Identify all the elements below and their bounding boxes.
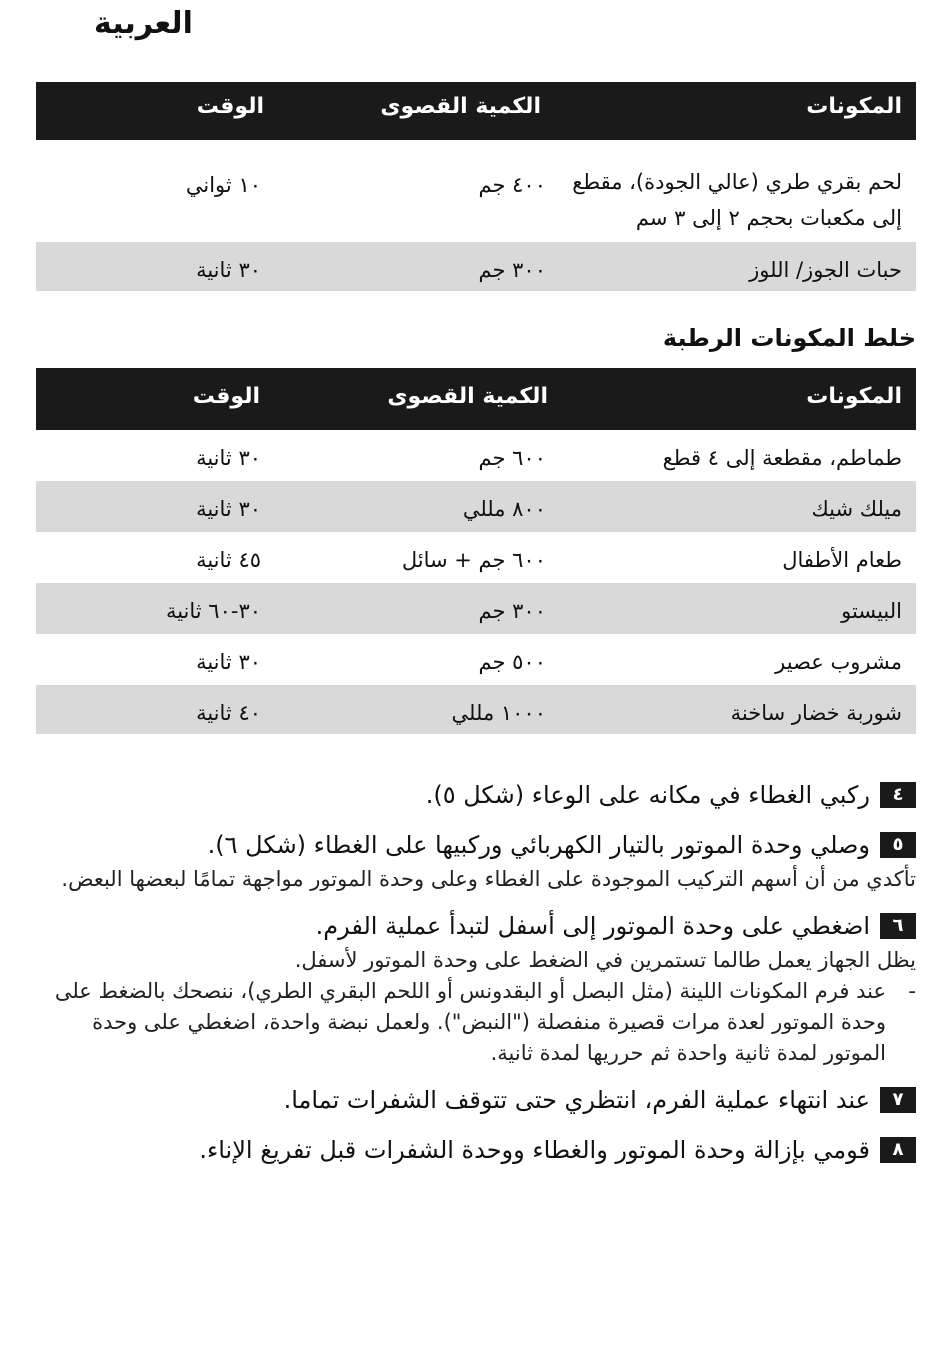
step-4 <box>34 776 916 814</box>
cell-ingredient: طماطم، مقطعة إلى ٤ قطع <box>662 446 902 470</box>
cell-time: ٣٠ ثانية <box>196 497 261 521</box>
cell-ingredient: حبات الجوز/ اللوز <box>749 258 902 282</box>
step-5 <box>34 826 916 895</box>
step-number-badge: ٥ <box>880 832 916 858</box>
table-row <box>36 430 916 481</box>
cell-quantity: ٨٠٠ مللي <box>462 497 546 521</box>
step-title: ركبي الغطاء في مكانه على الوعاء (شكل ٥). <box>425 781 870 809</box>
cell-ingredient <box>572 164 902 236</box>
ingredients-table-chopping <box>36 82 916 291</box>
step-number-badge: ٦ <box>880 913 916 939</box>
cell-time: ٣٠ ثانية <box>196 650 261 674</box>
instruction-steps <box>34 776 916 1169</box>
step-bullet <box>34 976 916 1069</box>
bullet-dash: - <box>908 979 916 1003</box>
cell-quantity: ٦٠٠ جم <box>478 446 546 470</box>
table-row <box>36 685 916 734</box>
table-row <box>36 634 916 685</box>
cell-time: ٤٠ ثانية <box>196 701 261 725</box>
header-max-quantity: الكمية القصوى <box>387 384 548 409</box>
header-time: الوقت <box>196 94 264 119</box>
table-header <box>36 368 916 430</box>
cell-quantity: ٣٠٠ جم <box>478 258 546 282</box>
step-note: تأكدي من أن أسهم التركيب الموجودة على الغطاء وعلى وحدة الموتور مواجهة تمامًا لبعضها البعض. <box>61 867 916 891</box>
cell-quantity: ٦٠٠ جم + سائل <box>401 548 546 572</box>
cell-ingredient: مشروب عصير <box>775 650 902 674</box>
step-title: قومي بإزالة وحدة الموتور والغطاء ووحدة الشفرات قبل تفريغ الإناء. <box>199 1136 870 1164</box>
table-row <box>36 242 916 291</box>
table-row <box>36 583 916 634</box>
cell-time: ٣٠ ثانية <box>196 258 261 282</box>
cell-quantity: ٥٠٠ جم <box>478 650 546 674</box>
table-row <box>36 532 916 583</box>
table-header <box>36 82 916 140</box>
cell-ingredient: البيستو <box>841 599 902 623</box>
cell-ingredient-line1: لحم بقري طري (عالي الجودة)، مقطع <box>572 170 902 194</box>
step-title: عند انتهاء عملية الفرم، انتظري حتى تتوقف الشفرات تماما. <box>283 1086 870 1114</box>
cell-quantity: ١٠٠٠ مللي <box>451 701 546 725</box>
step-note: يظل الجهاز يعمل طالما تستمرين في الضغط على وحدة الموتور لأسفل. <box>294 948 916 972</box>
language-title: العربية <box>94 6 193 41</box>
header-ingredients: المكونات <box>806 384 902 409</box>
ingredients-table-blending <box>36 368 916 734</box>
step-6 <box>34 907 916 1069</box>
cell-time: ٣٠ ثانية <box>196 446 261 470</box>
cell-ingredient: ميلك شيك <box>811 497 902 521</box>
step-number-badge: ٤ <box>880 782 916 808</box>
section-heading-wet-ingredients: خلط المكونات الرطبة <box>662 324 916 352</box>
cell-ingredient: طعام الأطفال <box>782 548 902 572</box>
cell-quantity: ٤٠٠ جم <box>478 173 546 197</box>
step-7 <box>34 1081 916 1119</box>
cell-time: ٤٥ ثانية <box>196 548 261 572</box>
header-max-quantity: الكمية القصوى <box>380 94 541 119</box>
table-row <box>36 140 916 242</box>
header-time: الوقت <box>192 384 260 409</box>
step-number-badge: ٨ <box>880 1137 916 1163</box>
cell-ingredient-line2: إلى مكعبات بحجم ٢ إلى ٣ سم <box>635 206 902 230</box>
step-number-badge: ٧ <box>880 1087 916 1113</box>
cell-time: ١٠ ثواني <box>185 173 261 197</box>
bullet-text: عند فرم المكونات اللينة (مثل البصل أو البقدونس أو اللحم البقري الطري)، ننصحك بالضغط على وحدة الموتور لعدة مرات قصيرة منفصلة ("النبض"). ولعمل نبضة واحدة، اضغطي على وحدة الموتور لمدة ثانية واحدة ثم حرريها لمدة ثانية. <box>54 979 886 1065</box>
cell-quantity: ٣٠٠ جم <box>478 599 546 623</box>
step-title: اضغطي على وحدة الموتور إلى أسفل لتبدأ عملية الفرم. <box>315 912 870 940</box>
cell-ingredient: شوربة خضار ساخنة <box>730 701 902 725</box>
header-ingredients: المكونات <box>806 94 902 119</box>
cell-time: ٣٠-٦٠ ثانية <box>165 599 261 623</box>
step-8 <box>34 1131 916 1169</box>
step-title: وصلي وحدة الموتور بالتيار الكهربائي وركبيها على الغطاء (شكل ٦). <box>207 831 870 859</box>
table-row <box>36 481 916 532</box>
